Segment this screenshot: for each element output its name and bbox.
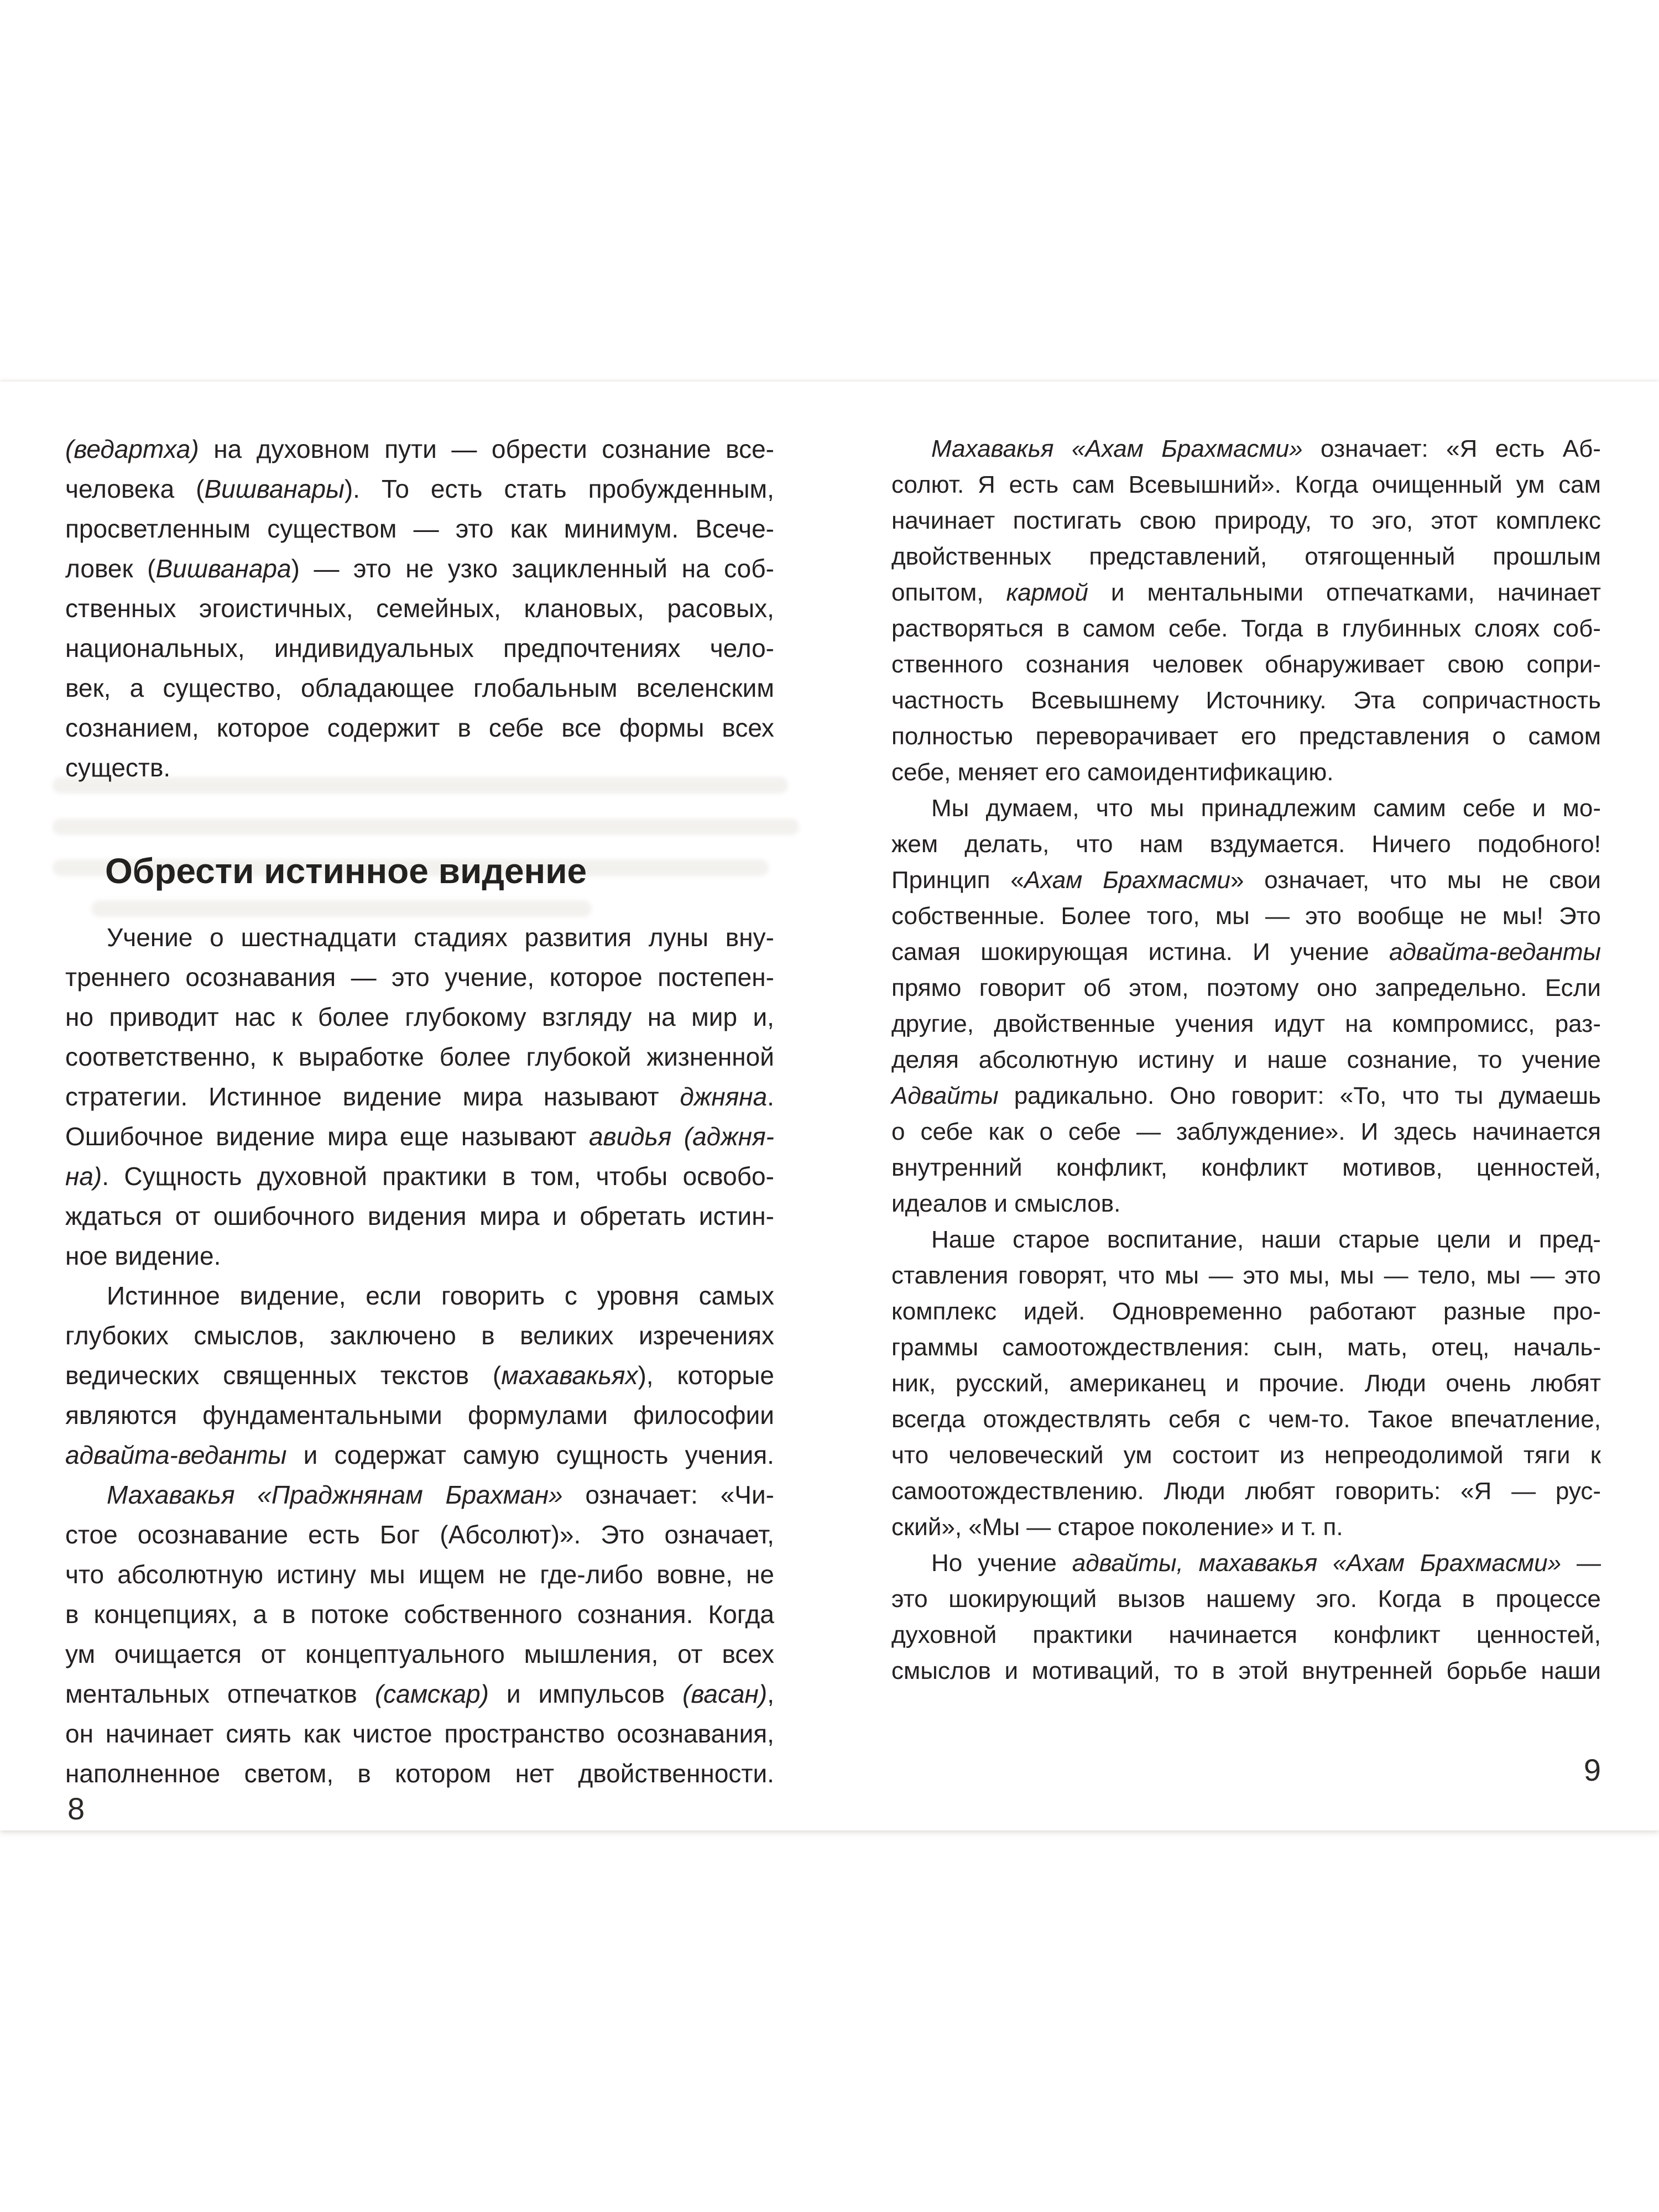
text-line: двойственных представлений, отягощенный прошлым [891,543,1601,570]
text-line: национальных, индивидуальных предпочтениях чело- [65,634,774,662]
text-line: идеалов и смыслов. [891,1190,1121,1217]
text-line: он начинает сиять как чистое пространство осознавания, [65,1719,774,1748]
text-line: (ведартха) на духовном пути — обрести сознание все- [65,435,774,463]
text-line: век, а существо, обладающее глобальным вселенским [65,674,774,702]
left-page [65,429,774,1793]
text-line: ловек (Вишванара) — это не узко зацикленный на соб- [65,554,774,583]
text-line: Учение о шестнадцати стадиях развития луны вну- [107,923,774,952]
text-line: комплекс идей. Одновременно работают разные про- [891,1298,1601,1325]
text-line: всегда отождествлять себя с чем-то. Такое впечатление, [891,1406,1601,1433]
text-line: соответственно, к выработке более глубокой жизненной [65,1042,774,1071]
text-line: ментальных отпечатков (самскар) и импульсов (васан), [65,1679,774,1708]
text-line: частность Всевышнему Источнику. Эта сопричастность [891,687,1601,714]
text-line: Ошибочное видение мира еще называют авидья (аджня- [65,1122,774,1151]
paragraph [891,1545,1601,1689]
text-line: Адвайты радикально. Оно говорит: «То, что ты думаешь [891,1082,1601,1109]
text-line: Истинное видение, если говорить с уровня самых [107,1281,774,1310]
page-number-left: 8 [67,1791,85,1826]
text-line: просветленным существом — это как минимум. Всече- [65,514,774,543]
paragraph [65,429,774,787]
text-line: существ. [65,753,171,782]
text-line: стратегии. Истинное видение мира называют джняна. [65,1082,774,1111]
text-line: Принцип «Ахам Брахмасми» означает, что мы не свои [891,867,1601,894]
text-line: ственных эгоистичных, семейных, клановых, расовых, [65,594,774,623]
text-line: Но учение адвайты, махавакья «Ахам Брахмасми» — [931,1550,1601,1577]
text-line: ственного сознания человек обнаруживает свою сопри- [891,651,1601,678]
text-line: внутренний конфликт, конфликт мотивов, ценностей, [891,1154,1601,1181]
paragraph [891,1222,1601,1545]
paragraph [891,431,1601,790]
text-line: Мы думаем, что мы принадлежим самим себе и мо- [931,795,1601,822]
paragraph [65,1475,774,1793]
paragraph [65,917,774,1276]
text-line: другие, двойственные учения идут на компромисс, раз- [891,1010,1601,1037]
text-line: смыслов и мотиваций, то в этой внутренней борьбе наши [891,1657,1601,1684]
text-line: стое осознавание есть Бог (Абсолют)». Это означает, [65,1520,774,1549]
text-line: о себе как о себе — заблуждение». И здесь начинается [891,1118,1601,1145]
text-line: самоотождествлению. Люди любят говорить: «Я — рус- [891,1478,1601,1505]
text-line: собственные. Более того, мы — это вообще не мы! Это [891,902,1601,930]
text-line: ждаться от ошибочного видения мира и обретать истин- [65,1202,774,1230]
text-line: деляя абсолютную истину и наше сознание, то учение [891,1046,1601,1073]
text-line: духовной практики начинается конфликт ценностей, [891,1621,1601,1648]
text-line: но приводит нас к более глубокому взгляду на мир и, [65,1003,774,1031]
text-line: Махавакья «Ахам Брахмасми» означает: «Я есть Аб- [931,435,1601,462]
text-line: самая шокирующая истина. И учение адвайта-веданты [891,938,1601,966]
text-line: являются фундаментальными формулами философии [65,1401,774,1430]
text-line: сознанием, которое содержит в себе все формы всех [65,713,774,742]
text-line: что абсолютную истину мы ищем не где-либо вовне, не [65,1560,774,1589]
text-line: адвайта-веданты и содержат самую сущность учения. [65,1441,774,1469]
text-line: ский», «Мы — старое поколение» и т. п. [891,1514,1343,1541]
text-line: полностью переворачивает его представления о самом [891,723,1601,750]
text-line: солют. Я есть сам Всевышний». Когда очищенный ум сам [891,471,1601,498]
text-line: наполненное светом, в котором нет двойственности. [65,1759,774,1788]
text-line: ставления говорят, что мы — это мы, мы — тело, мы — это [891,1262,1601,1289]
text-line: ное видение. [65,1241,221,1270]
text-line: глубоких смыслов, заключено в великих изречениях [65,1321,774,1350]
text-line: жем делать, что нам вздумается. Ничего подобного! [891,831,1601,858]
text-line: что человеческий ум состоит из непреодолимой тяги к [891,1442,1601,1469]
paragraph [891,790,1601,1222]
section-heading: Обрести истинное видение [105,851,587,891]
text-line: начинает постигать свою природу, то эго, этот комплекс [891,507,1601,534]
page-number-right: 9 [1583,1752,1601,1787]
text-line: ум очищается от концептуального мышления, от всех [65,1640,774,1668]
text-line: себе, меняет его самоидентификацию. [891,759,1334,786]
text-line: это шокирующий вызов нашему эго. Когда в процессе [891,1585,1601,1613]
right-page [891,431,1601,1689]
book-spread-photo [0,382,1659,1830]
text-line: ник, русский, американец и прочие. Люди очень любят [891,1370,1601,1397]
text-line: граммы самоотождествления: сын, мать, отец, началь- [891,1334,1601,1361]
text-line: прямо говорит об этом, поэтому оно запредельно. Если [891,974,1601,1001]
text-line: Наше старое воспитание, наши старые цели и пред- [931,1226,1601,1253]
text-line: опытом, кармой и ментальными отпечатками, начинает [891,579,1601,606]
text-line: растворяться в самом себе. Тогда в глубинных слоях соб- [891,615,1601,642]
text-line: ведических священных текстов (махавакьях), которые [65,1361,774,1390]
text-line: треннего осознавания — это учение, которое постепен- [65,963,774,992]
text-line: на). Сущность духовной практики в том, чтобы освобо- [65,1162,774,1191]
text-line: в концепциях, а в потоке собственного сознания. Когда [65,1600,774,1629]
paragraph [65,1276,774,1475]
text-line: человека (Вишванары). То есть стать пробужденным, [65,474,774,503]
text-line: Махавакья «Праджнянам Брахман» означает: «Чи- [107,1480,774,1509]
